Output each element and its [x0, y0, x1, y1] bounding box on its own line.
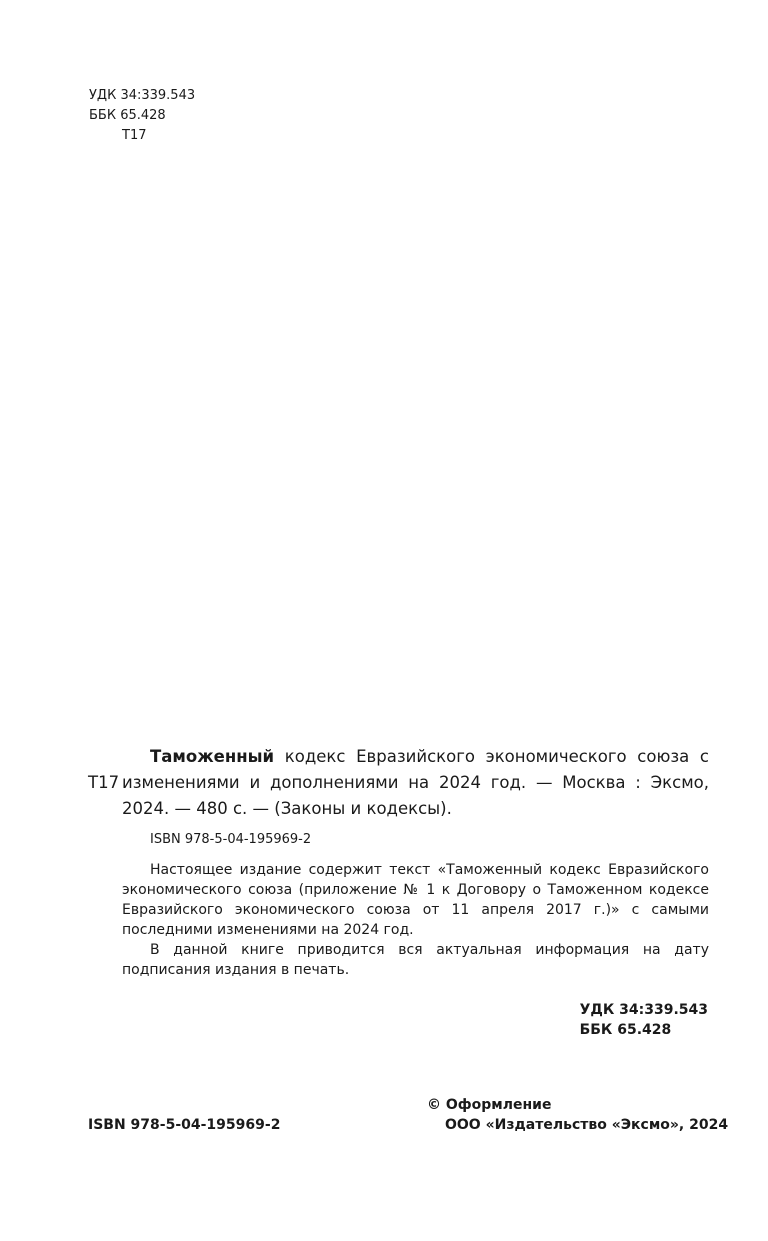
bibliographic-description: [122, 744, 709, 822]
bottom-classification: [580, 1000, 708, 1040]
annotation-paragraph-2: В данной книге приводится вся актуальная информация на дату подписания издания в печать.: [122, 942, 709, 978]
biblio-text: кодекс Евразийского экономического союза с изменениями и дополнениями на 2024 год. — Москва : Эксмо, 2024. — 480 с. — (Законы и кодексы).: [122, 747, 709, 818]
biblio-author-mark: Т17: [88, 773, 120, 792]
annotation: [122, 860, 709, 980]
top-udc-code: УДК 34:339.543: [89, 88, 196, 103]
top-bbk-code: ББК 65.428: [89, 108, 166, 123]
copyright-line-2: ООО «Издательство «Эксмо», 2024: [445, 1117, 729, 1133]
annotation-paragraph-1: Настоящее издание содержит текст «Таможенный кодекс Евразийского экономического союза (приложение № 1 к Договору о Таможенном кодексе Евразийского экономического союза от 11 апреля 2017 г.)» с самыми последними изменениями на 2024 год.: [122, 862, 709, 938]
bottom-isbn: ISBN 978-5-04-195969-2: [88, 1117, 281, 1133]
top-author-mark: Т17: [122, 128, 147, 143]
bottom-udc-code: УДК 34:339.543: [579, 1002, 708, 1018]
biblio-title-bold: Таможенный: [150, 747, 275, 766]
isbn-line: ISBN 978-5-04-195969-2: [150, 832, 312, 847]
copyright-block: [427, 1095, 728, 1135]
copyright-line-1: © Оформление: [427, 1097, 552, 1113]
bottom-bbk-code: ББК 65.428: [579, 1022, 672, 1038]
